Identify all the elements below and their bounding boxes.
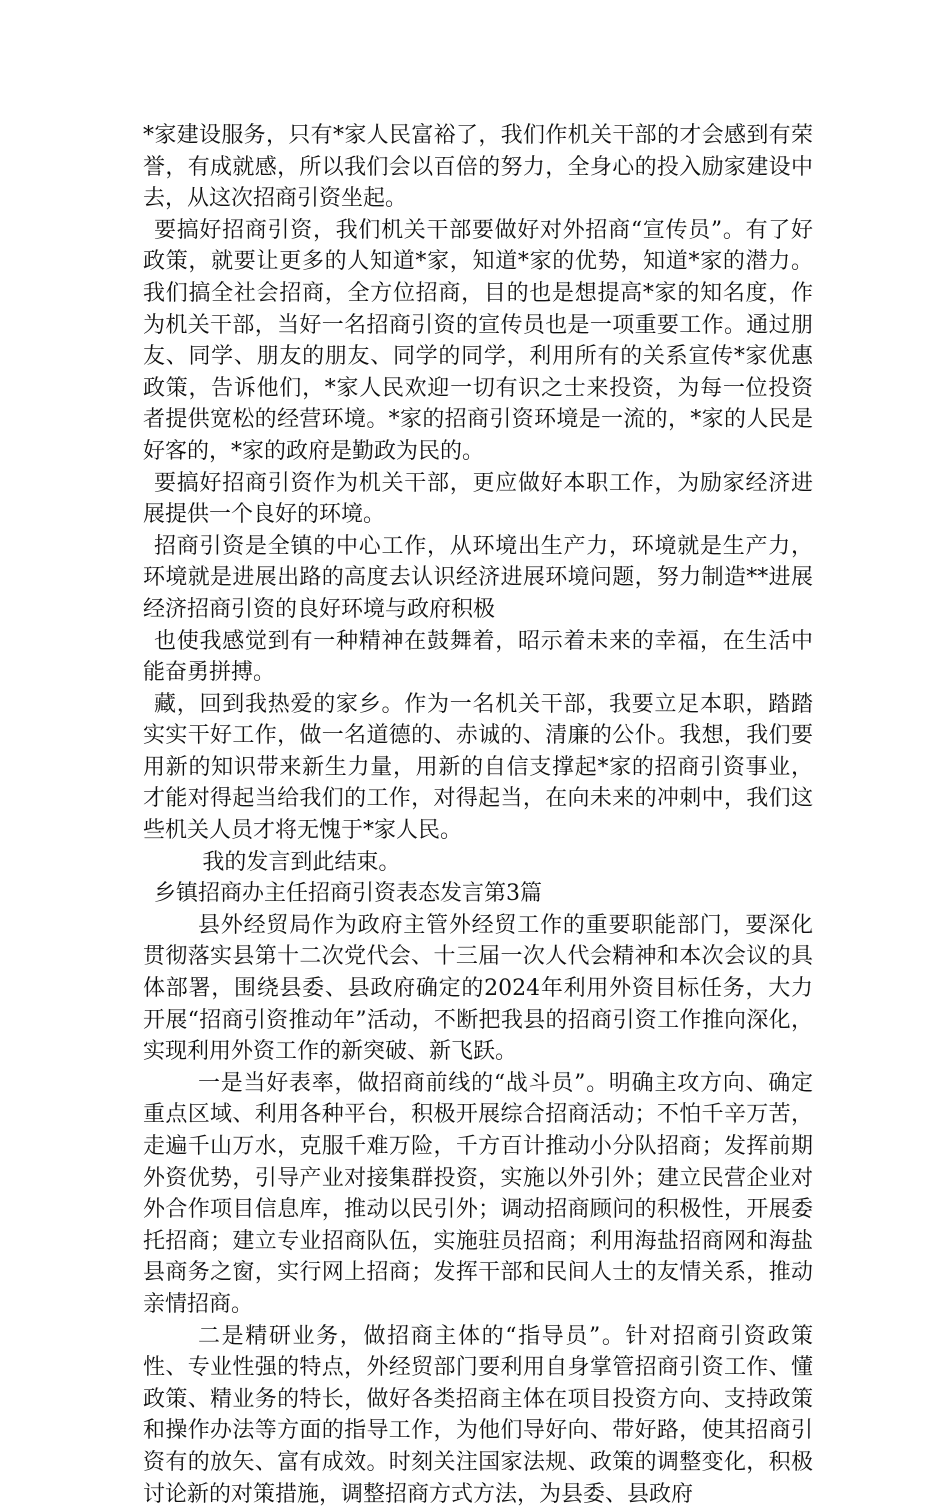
paragraph-5: 也使我感觉到有一种精神在鼓舞着，昭示着未来的幸福，在生活中能奋勇拼搏。 [143,628,813,686]
paragraph-1: *家建设服务，只有*家人民富裕了，我们作机关干部的才会感到有荣誉，有成就感，所以我们会以百倍的努力，全身心的投入励家建设中去，从这次招商引资坐起。 [143,123,813,212]
paragraph-4: 招商引资是全镇的中心工作，从环境出生产力，环境就是生产力，环境就是进展出路的高度去认识经济进展环境问题，努力制造**进展经济招商引资的良好环境与政府积极 [143,533,813,622]
paragraph-2: 要搞好招商引资，我们机关干部要做好对外招商“宣传员”。有了好政策，就要让更多的人知道*家，知道*家的优势，知道*家的潜力。我们搞全社会招商，全方位招商，目的也是想提高*家的知名度，作为机关干部，当好一名招商引资的宣传员也是一项重要工作。通过朋友、同学、朋友的朋友、同学的同学，利用所有的关系宣传*家优惠政策，告诉他们，*家人民欢迎一切有识之士来投资，为每一位投资者提供宽松的经营环境。*家的招商引资环境是一流的，*家的人民是好客的，*家的政府是勤政为民的。 [143,217,813,464]
closing-line: 我的发言到此结束。 [202,849,401,875]
paragraph-9: 二是精研业务，做招商主体的“指导员”。针对招商引资政策性、专业性强的特点，外经贸部门要利用自身掌管招商引资工作、懂政策、精业务的特长，做好各类招商主体在项目投资方向、支持政策和操作办法等方面的指导工作，为他们导好向、带好路，使其招商引资有的放矢、富有成效。时刻关注国家法规、政策的调整变化，积极讨论新的对策措施，调整招商方式方法，为县委、县政府 [143,1323,813,1507]
paragraph-6: 藏，回到我热爱的家乡。作为一名机关干部，我要立足本职，踏踏实实干好工作，做一名道德的、赤诚的、清廉的公仆。我想，我们要用新的知识带来新生力量，用新的自信支撑起*家的招商引资事业，才能对得起当给我们的工作，对得起当，在向未来的冲刺中，我们这些机关人员才将无愧于*家人民。 [143,691,813,844]
paragraph-7: 县外经贸局作为政府主管外经贸工作的重要职能部门，要深化贯彻落实县第十二次党代会、十三届一次人代会精神和本次会议的具体部署，围绕县委、县政府确定的2024年利用外资目标任务，大力开展“招商引资推动年”活动，不断把我县的招商引资工作推向深化，实现利用外资工作的新突破、新飞跃。 [143,912,813,1065]
paragraph-8: 一是当好表率，做招商前线的“战斗员”。明确主攻方向、确定重点区域、利用各种平台，积极开展综合招商活动；不怕千辛万苦，走遍千山万水，克服千难万险，千方百计推动小分队招商；发挥前期外资优势，引导产业对接集群投资，实施以外引外；建立民营企业对外合作项目信息库，推动以民引外；调动招商顾问的积极性，开展委托招商；建立专业招商队伍，实施驻员招商；利用海盐招商网和海盐县商务之窗，实行网上招商；发挥干部和民间人士的友情关系，推动亲情招商。 [143,1070,813,1317]
section-title: 乡镇招商办主任招商引资表态发言第3篇 [154,881,542,907]
paragraph-3: 要搞好招商引资作为机关干部，更应做好本职工作，为励家经济进展提供一个良好的环境。 [143,470,813,528]
document-page [143,120,813,1510]
